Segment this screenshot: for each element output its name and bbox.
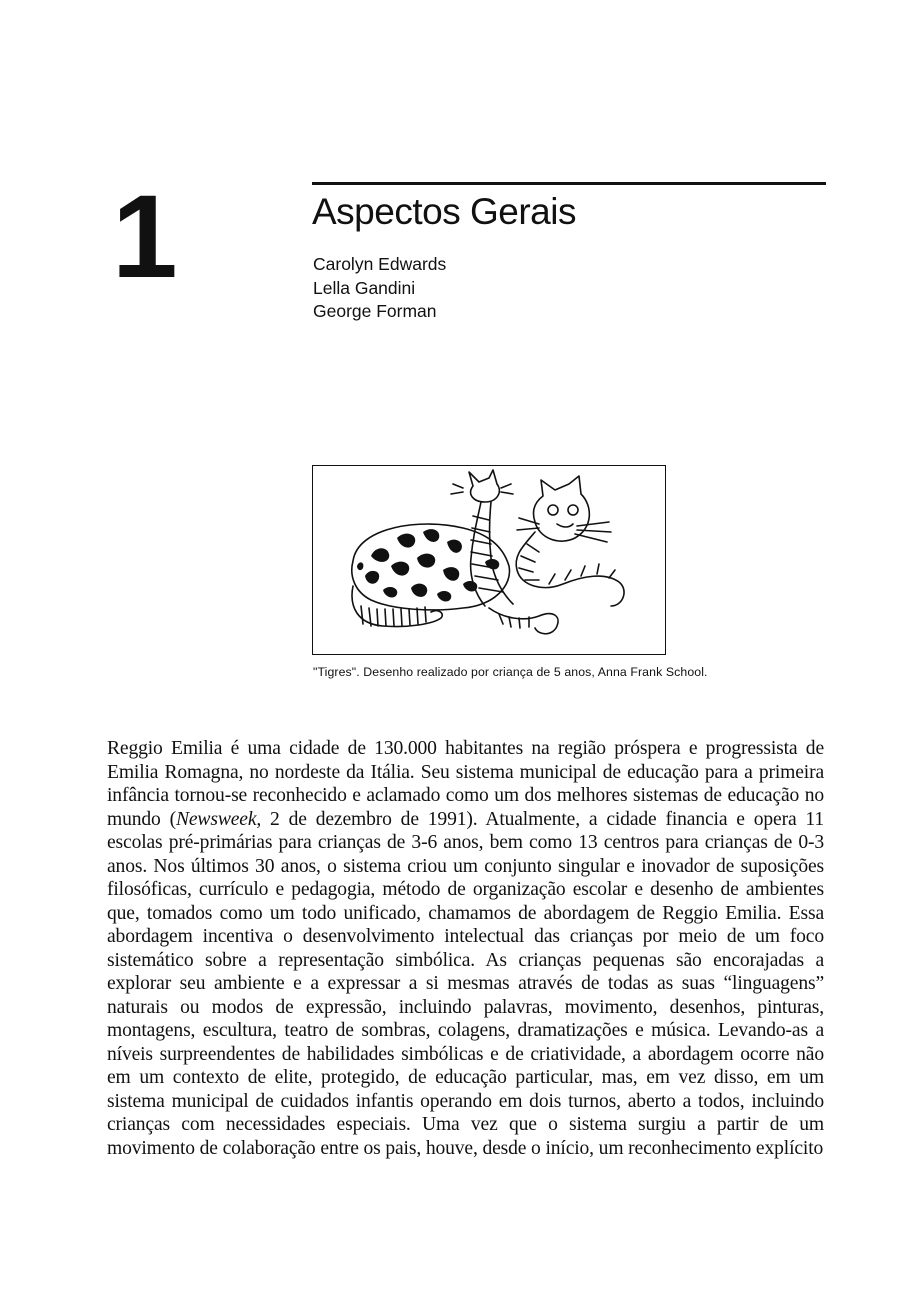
author-list xyxy=(313,253,446,324)
author-name: George Forman xyxy=(313,301,437,321)
title-rule xyxy=(312,182,826,185)
body-paragraph xyxy=(107,737,824,1160)
figure-caption: "Tigres". Desenho realizado por criança de 5 anos, Anna Frank School. xyxy=(313,665,708,679)
source-citation: Newsweek, xyxy=(175,808,262,830)
author-name: Carolyn Edwards xyxy=(313,254,447,274)
chapter-title: Aspectos Gerais xyxy=(312,191,576,232)
chapter-number: 1 xyxy=(112,171,176,303)
author-name: Lella Gandini xyxy=(313,277,416,298)
paragraph-text: Reggio Emilia é uma cidade de 130.000 habitantes na região próspera e progressista de Emilia Romagna, no nordeste da Itália. Seu sistema municipal de educação para a primeira infância tornou-se reconhecido e aclamado como um dos melhores sistemas de educação no mundo ( xyxy=(107,738,824,830)
tigers-figure xyxy=(312,465,666,655)
tigers-drawing-icon xyxy=(313,466,664,653)
paragraph-text: 2 de dezembro de 1991). Atualmente, a cidade financia e opera 11 escolas pré-primárias para crianças de 3-6 anos, bem como 13 centros para crianças de 0-3 anos. Nos últimos 30 anos, o sistema criou um conjunto singular e inovador de suposições filosóficas, currículo e pedagogia, método de organização escolar e desenho de ambientes que, tomados como um todo unificado, chamamos de abordagem de Reggio Emilia. Essa abordagem incentiva o desenvolvimento intelectual das crianças por meio de um foco sistemático sobre a representação simbólica. As crianças pequenas são encorajadas a explorar seu ambiente e a expressar a si mesmas através de todas as suas “linguagens” naturais ou modos de expressão, incluindo palavras, movimento, desenhos, pinturas, montagens, escultura, teatro de sombras, colagens, dramatizações e música. Levando-as a níveis surpreendentes de habilidades simbólicas e de criatividade, a abordagem ocorre não em um contexto de elite, protegido, de educação particular, mas, em vez disso, em um sistema municipal de cuidados infantis operando em dois turnos, aberto a todos, incluindo crianças com necessidades especiais. Uma vez que o sistema surgiu a partir de um movimento de colaboração entre os pais, houve, desde o início, um reconhecimento explícito xyxy=(107,808,824,1159)
